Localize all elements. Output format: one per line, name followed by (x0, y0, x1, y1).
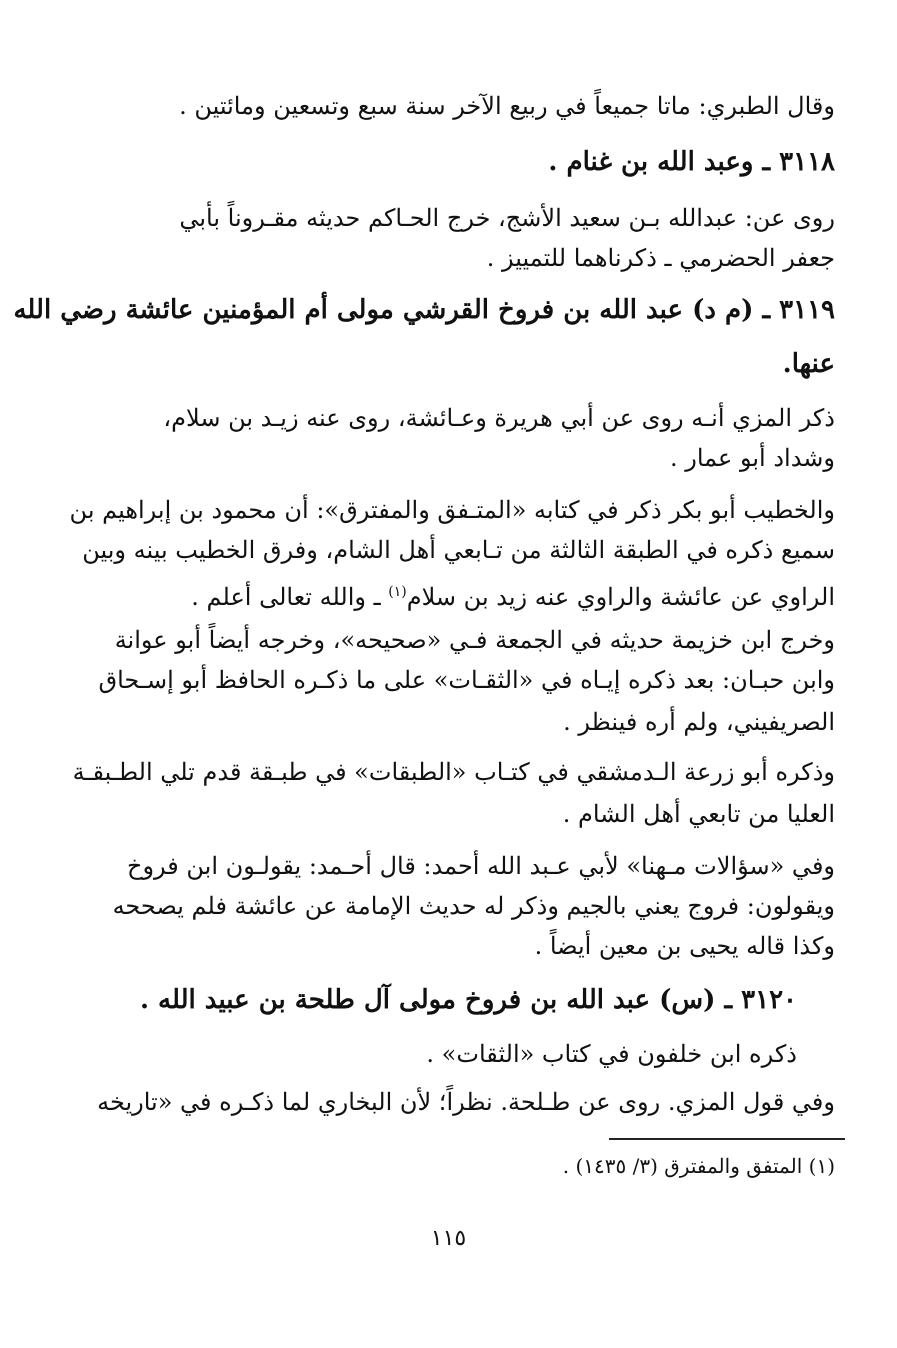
text-line: روى عن: عبدالله بـن سعيد الأشج، خرج الحـاكم حديثه مقـروناً بأبي (179, 204, 835, 232)
footnote-divider (609, 1138, 845, 1140)
text-line: وشداد أبو عمار . (669, 444, 835, 472)
entry-heading-3119-cont: عنها. (782, 349, 835, 379)
text-line: وخرج ابن خزيمة حديثه في الجمعة فـي «صحيحه»، وخرجه أيضاً أبو عوانة (114, 626, 835, 654)
footnote: (١) المتفق والمفترق (٣/ ١٤٣٥) . (562, 1154, 835, 1178)
text-line: ذكره ابن خلفون في كتاب «الثقات» . (426, 1040, 797, 1068)
text-line: وفي «سؤالات مـهنا» لأبي عـبد الله أحمد: قال أحـمد: يقولـون ابن فروخ (126, 852, 835, 880)
text-line: الصريفيني، ولم أره فينظر . (563, 708, 835, 736)
text-line: وفي قول المزي. روى عن طـلحة. نظراً؛ لأن البخاري لما ذكـره في «تاريخه (97, 1088, 835, 1116)
text-line: والخطيب أبو بكر ذكر في كتابه «المتـفق والمفترق»: أن محمود بن إبراهيم بن (69, 496, 835, 524)
text-line-with-footnote (135, 572, 835, 617)
text-line: ذكر المزي أنـه روى عن أبي هريرة وعـائشة، روى عنه زيـد بن سلام، (163, 404, 835, 432)
text-line: جعفر الحضرمي ـ ذكرناهما للتمييز . (486, 244, 835, 272)
text-segment: ـ والله تعالى أعلم . (191, 583, 381, 611)
entry-heading-3120: ٣١٢٠ ـ (س) عبد الله بن فروخ مولى آل طلحة بن عبيد الله . (139, 985, 797, 1015)
text-line: وابن حبـان: بعد ذكره إيـاه في «الثقـات» على ما ذكـره الحافظ أبو إسـحاق (98, 666, 835, 694)
text-line: وقال الطبري: ماتا جميعاً في ربيع الآخر سنة سبع وتسعين ومائتين . (179, 92, 835, 120)
text-line: وذكره أبو زرعة الـدمشقي في كتـاب «الطبقات» في طبـقة قدم تلي الطـبقـة (72, 758, 835, 786)
text-segment: الراوي عن عائشة والراوي عنه زيد بن سلام (406, 583, 835, 611)
text-line: سميع ذكره في الطبقة الثالثة من تـابعي أهل الشام، وفرق الخطيب بينه وبين (82, 536, 835, 564)
page-number: ١١٥ (430, 1226, 467, 1251)
entry-heading-3118: ٣١١٨ ـ وعبد الله بن غنام . (548, 147, 835, 177)
footnote-marker[interactable]: (١) (388, 584, 407, 600)
entry-heading-3119: ٣١١٩ ـ (م د) عبد الله بن فروخ القرشي مولى أم المؤمنين عائشة رضي الله (13, 295, 835, 325)
text-line: العليا من تابعي أهل الشام . (562, 800, 835, 828)
text-line: وكذا قاله يحيى بن معين أيضاً . (534, 932, 835, 960)
text-line: ويقولون: فروج يعني بالجيم وذكر له حديث الإمامة عن عائشة فلم يصححه (112, 892, 835, 920)
